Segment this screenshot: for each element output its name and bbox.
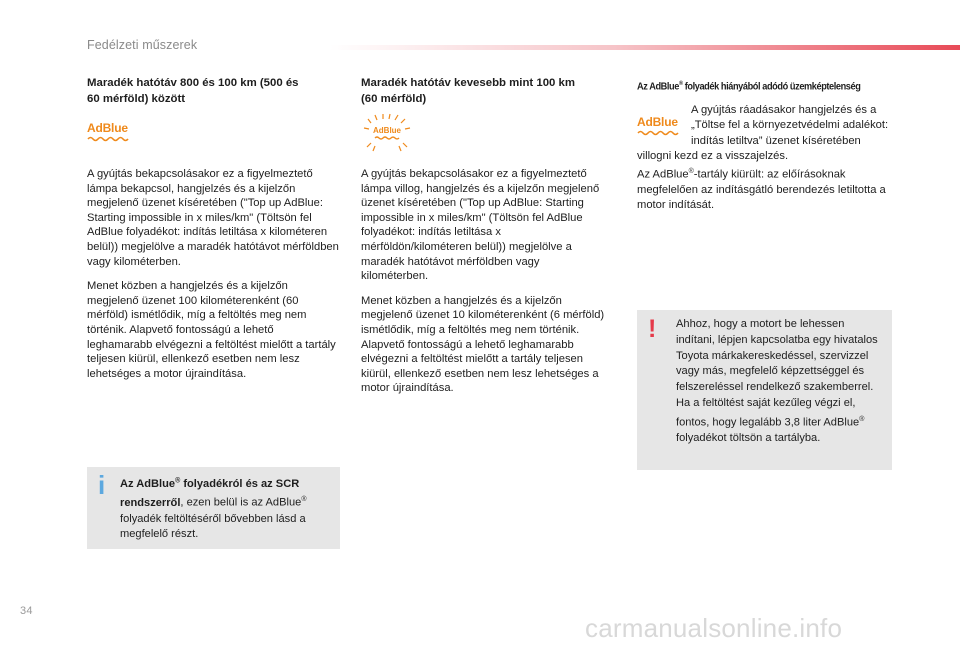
adblue-wave-icon — [87, 136, 131, 142]
paragraph: Menet közben a hangjelzés és a kijelzőn megjelenő üzenet 100 kilométerenként (60 mérföld) ismétlődik, míg a feltöltés meg nem történik. Alapvető fontosságú a lehető leghamarabb elvégezni a feltöltést mielőtt a tartály teljesen kiürül, ellenkező esetben nem lesz lehetséges a motor újraindítása. — [87, 280, 336, 380]
column-heading: Az AdBlue® folyadék hiányából adódó üzemképtelenség — [637, 81, 861, 93]
page-number: 34 — [20, 605, 33, 617]
warning-note-text: Ahhoz, hogy a motort be lehessen indítani, lépjen kapcsolatba egy hivatalos Toyota márkakereskedéssel, szervizzel vagy más, megfelelő képzettséggel és felszereléssel rendelkező szakemberrel. Ha a feltöltést saját kezűleg végzi el, fontos, hogy legalább 3,8 liter AdBlue® folyadékot töltsön a tartályba. — [676, 318, 878, 445]
adblue-icon-label: AdBlue — [87, 121, 128, 135]
paragraph: A gyújtás bekapcsolásakor ez a figyelmeztető lámpa villog, hangjelzés és a kijelzőn megjelenő üzenet kíséretében ("Top up AdBlue: Starting impossible in x miles/km" (Töltsön fel AdBlue folyadékot: indítás letiltása x mérföldön/kilométeren belül)) megjelölve a maradék hatótávot mérföldben vagy kilométerben. — [361, 168, 600, 283]
info-note — [87, 467, 340, 549]
warning-note — [637, 310, 892, 470]
info-icon: i — [98, 470, 106, 500]
adblue-icon-label: AdBlue — [637, 115, 678, 130]
column-range-800-100 — [87, 76, 339, 391]
paragraph: A gyújtás bekapcsolásakor ez a figyelmeztető lámpa bekapcsol, hangjelzés és a kijelzőn megjelenő üzenet kíséretében ("Top up AdBlue: Starting impossible in x miles/km" (Töltsön fel AdBlue folyadékot: indítás letiltása x kilométeren belül)) megjelölve a maradék hatótávot mérföldben vagy kilométerben. — [87, 168, 339, 268]
svg-text:AdBlue: AdBlue — [373, 126, 401, 135]
adblue-blinking-lamp-icon — [361, 117, 609, 147]
column-range-below-100 — [361, 76, 609, 406]
column-adblue-empty — [637, 76, 893, 213]
header-gradient-rule — [330, 45, 960, 50]
adblue-wave-icon — [637, 130, 681, 136]
adblue-warning-lamp-icon — [87, 117, 339, 147]
info-note-text: Az AdBlue® folyadékról és az SCR rendszerről, ezen belül is az AdBlue® folyadék feltöltéséről bővebben lásd a megfelelő részt. — [120, 477, 307, 541]
watermark: carmanualsonline.info — [585, 613, 843, 643]
section-title: Fedélzeti műszerek — [87, 38, 198, 52]
adblue-lamp-icon — [637, 115, 681, 136]
column-heading: Maradék hatótáv kevesebb mint 100 km (60 mérföld) — [361, 77, 575, 105]
paragraph: Menet közben a hangjelzés és a kijelzőn megjelenő üzenet 10 kilométerenként (6 mérföld) ismétlődik, míg a feltöltés meg nem történik. Alapvető fontosságú a lehető leghamarabb elvégezni a feltöltést mielőtt a tartály teljesen kiürül, ellenkező esetben nem lesz lehetséges a motor újraindítása. — [361, 294, 605, 395]
adblue-blink-rays-icon — [363, 113, 411, 153]
column-heading: Maradék hatótáv 800 és 100 km (500 és 60 mérföld) között — [87, 77, 299, 105]
paragraph: AdBlue A gyújtás ráadásakor hangjelzés és a „Töltse fel a környezetvédelmi adalékot: indítás letiltva” üzenet kíséretében villogni kezd ez a visszajelzés. Az AdBlue®-tartály kiürült: az előírásoknak megfelelően az indításgátló berendezés letiltotta a motor indítását. — [637, 104, 889, 211]
warning-exclamation-icon: ! — [648, 315, 657, 343]
